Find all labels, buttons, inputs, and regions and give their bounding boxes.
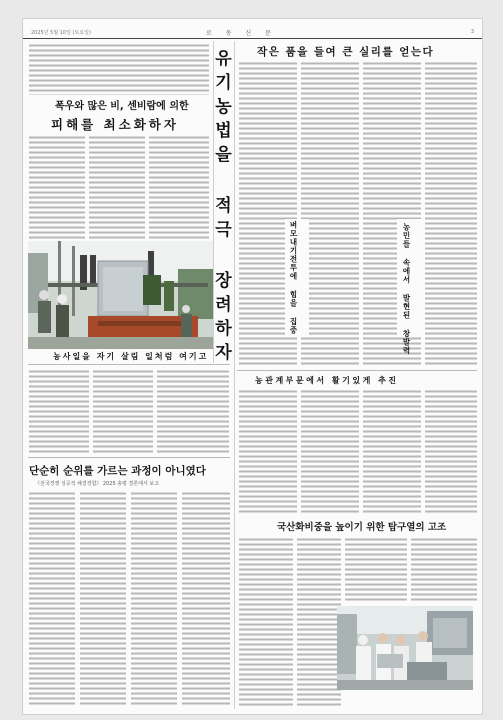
article-vertical-subhead: 벼모내기전투에 힘을 집중 [289, 221, 298, 335]
photo-workers-transformer-image [28, 241, 213, 349]
article-body-text [301, 389, 359, 515]
article-body-text [93, 369, 153, 453]
photo-lab-workers-image [337, 606, 473, 690]
article-body-text [29, 369, 89, 453]
photo-lab-workers [337, 606, 473, 690]
masthead-title: 로 동 신 문 [206, 30, 277, 37]
article-headline: 농관계부문에서 활기있게 추진 [255, 376, 399, 385]
article-subheadline: 《전국경쟁 성공적 해결경험》 2025 총평 결론에서 보고 [35, 481, 160, 487]
article-body-text [29, 491, 75, 707]
article-body-text [239, 537, 293, 707]
section-divider [237, 370, 477, 371]
article-body-text [29, 135, 85, 239]
article-vertical-headline: 유기농법을 적극 장려하자 [211, 49, 231, 367]
article-body-text [425, 61, 477, 367]
article-body-text [425, 389, 477, 515]
article-headline: 단순히 순위를 가르는 과정이 아니였다 [29, 465, 206, 477]
masthead-page-number: 3 [470, 29, 474, 35]
article-body-text [301, 61, 359, 367]
article-body-text [411, 537, 477, 601]
article-vertical-subhead: 농민들 속에서 발현된 창발력 [402, 223, 411, 355]
article-body-text [131, 491, 177, 707]
article-body-text [157, 369, 229, 453]
article-body-text [29, 43, 209, 95]
masthead-rule [23, 38, 482, 39]
article-headline: 폭우와 많은 비, 센비람에 의한 [55, 101, 189, 112]
section-divider [28, 457, 230, 458]
article-headline: 피해를 최소화하자 [51, 117, 179, 132]
article-body-text [89, 135, 145, 239]
masthead-date: 2025년 5월 10일 (토요일) [31, 30, 91, 36]
article-body-text [239, 389, 297, 515]
photo-workers-transformer [28, 241, 213, 349]
photo-caption: 농사일을 자기 살림 일처럼 여기고 [53, 352, 209, 361]
masthead [31, 25, 474, 37]
article-headline: 국산화비중을 높이기 위한 탐구열의 고조 [277, 522, 447, 533]
article-body-text [149, 135, 209, 239]
article-body-text [80, 491, 126, 707]
column-divider [234, 41, 235, 709]
article-headline: 작은 품을 들여 큰 실리를 얻는다 [257, 46, 435, 58]
newspaper-page [22, 18, 483, 715]
section-divider [28, 364, 230, 365]
article-body-text [345, 537, 407, 601]
article-body-text [182, 491, 230, 707]
article-body-text [363, 389, 421, 515]
article-body-text [297, 537, 341, 707]
